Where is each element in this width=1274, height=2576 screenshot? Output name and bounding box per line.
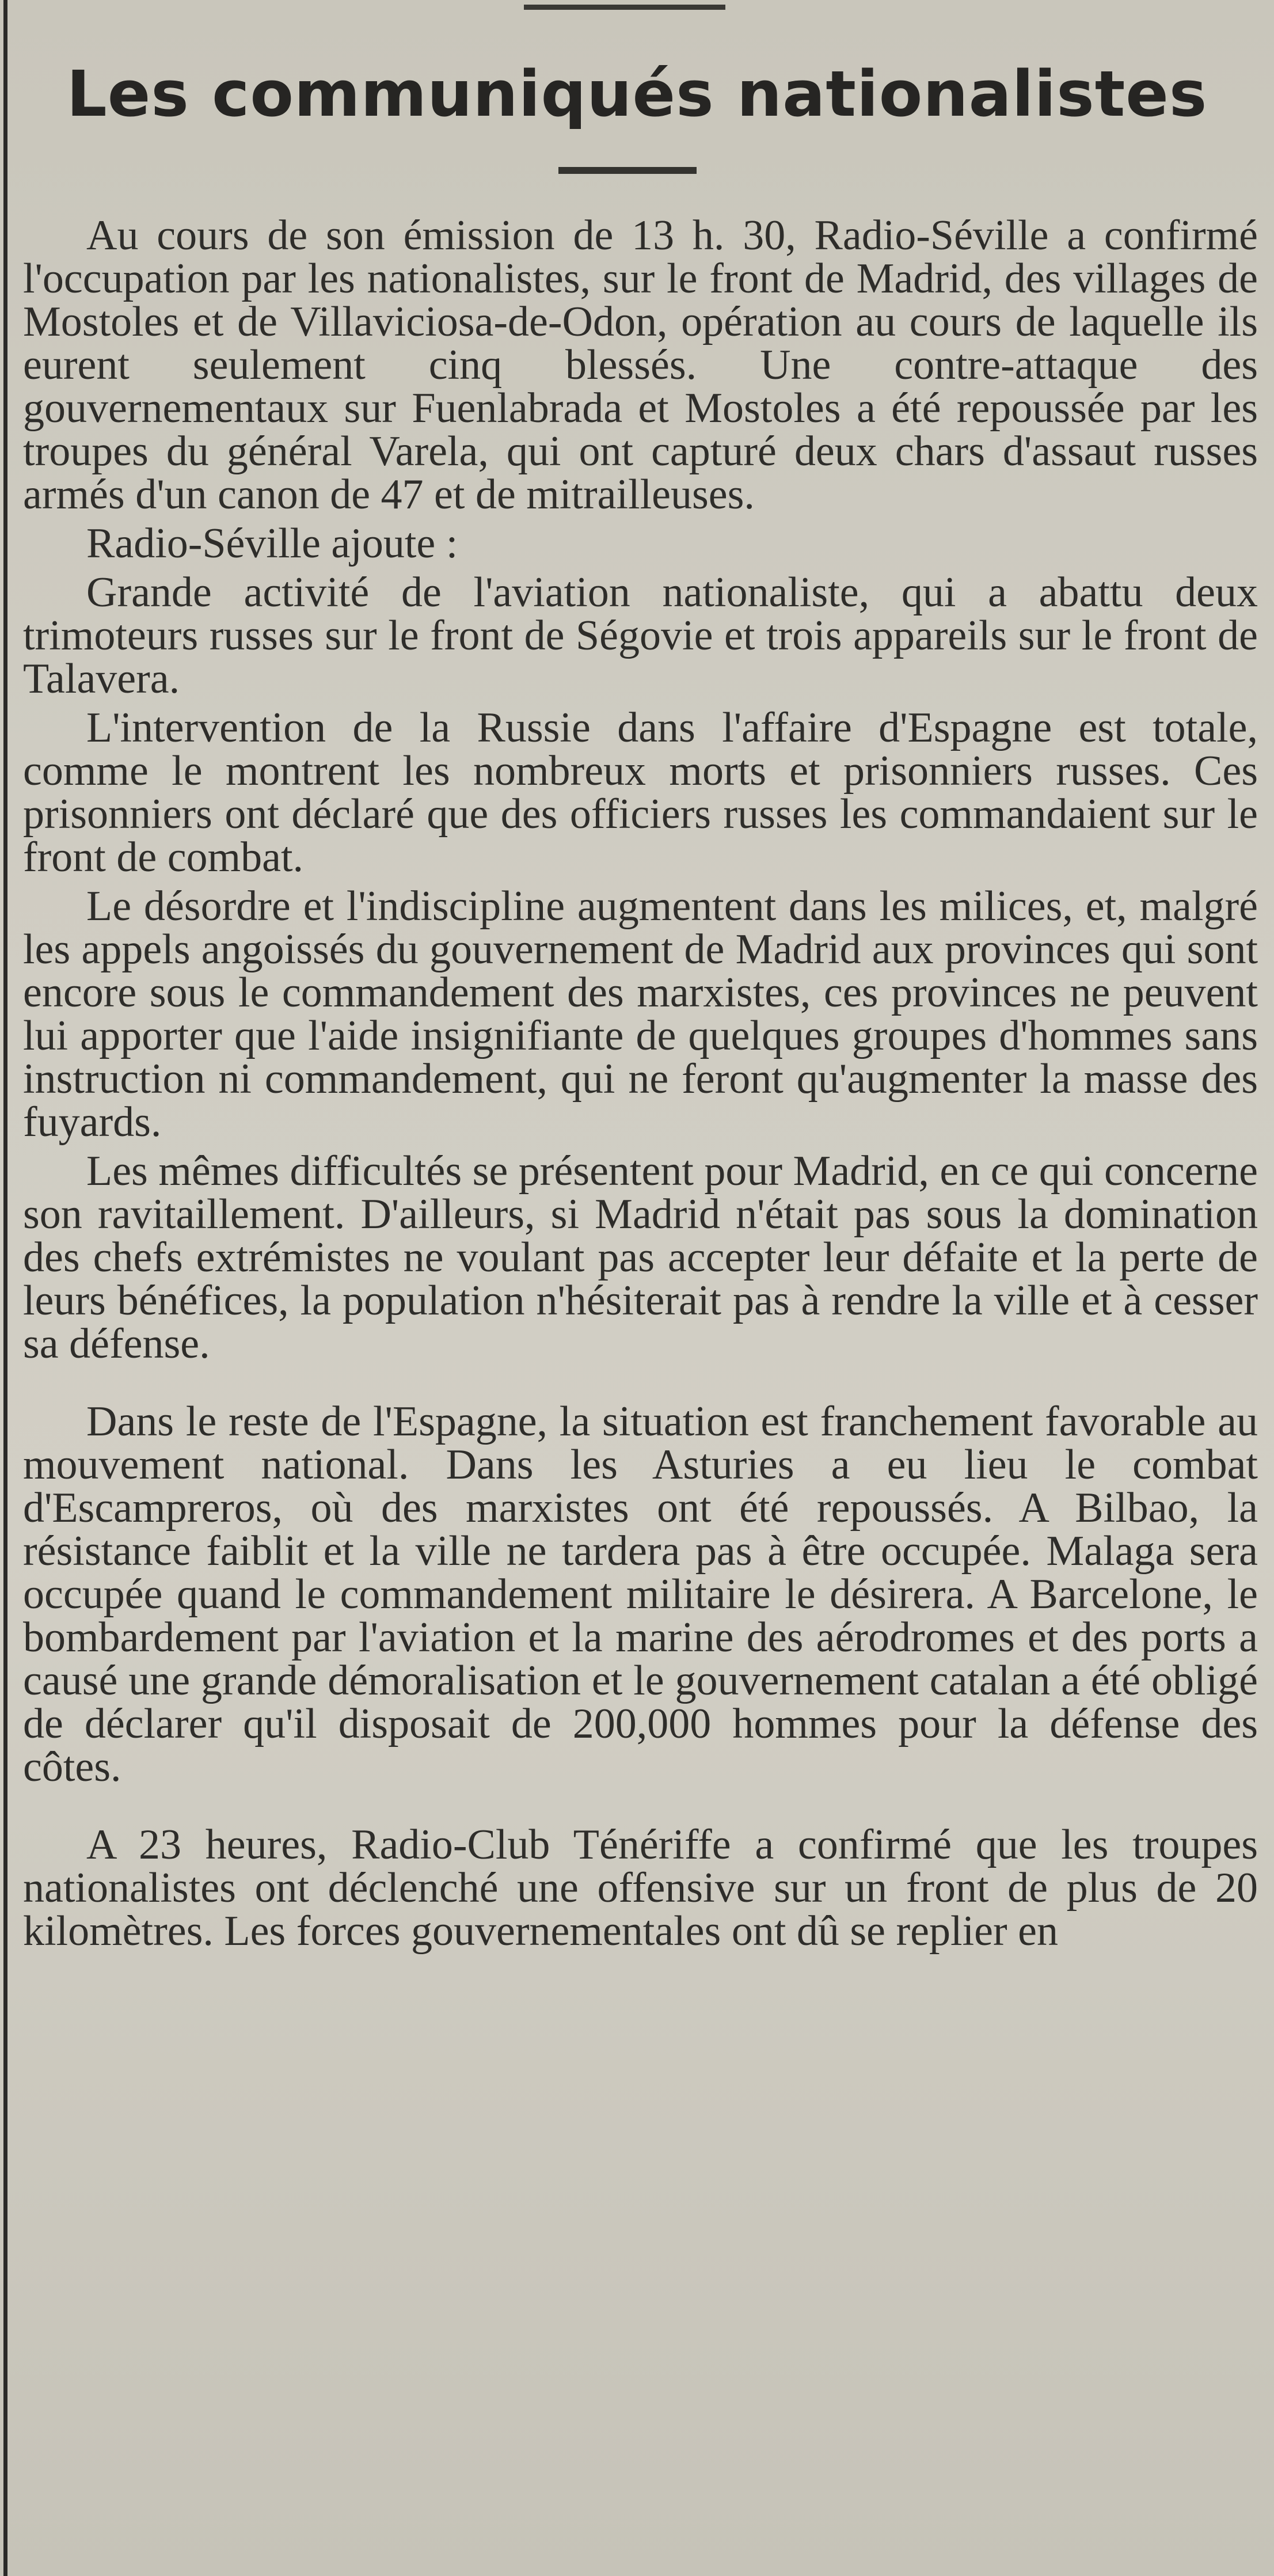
paragraph-4: L'intervention de la Russie dans l'affaire d'Espagne est totale, comme le montrent les nombreux morts et prisonniers russes. Ces prisonniers ont déclaré que des officiers russes les commandaient sur le front de combat. — [23, 704, 1258, 881]
paragraph-8: A 23 heures, Radio-Club Ténériffe a confirmé que les troupes nationalistes ont déclenché une offensive sur un front de plus de 20 kilomètres. Les forces gouvernementales ont dû se replier en — [23, 1821, 1258, 1955]
headline-underline-rule — [558, 167, 697, 174]
paragraph-6: Les mêmes difficultés se présentent pour Madrid, en ce qui concerne son ravitaillement. D'ailleurs, si Madrid n'était pas sous la domination des chefs extrémistes ne voulant pas accepter leur défaite et la perte de leurs bénéfices, la population n'hésiterait pas à rendre la ville et à cesser sa défense. — [23, 1148, 1258, 1367]
column-rule — [3, 0, 7, 2576]
paragraph-7: Dans le reste de l'Espagne, la situation est franchement favorable au mouvement national. Dans les Asturies a eu lieu le combat d'Escampreros, où des marxistes ont été repoussés. A Bilbao, la résistance faiblit et la ville ne tardera pas à être occupée. Malaga sera occupée quand le commandement militaire le désirera. A Barcelone, le bombardement par l'aviation et la marine des aérodromes et des ports a causé une grande démoralisation et le gouvernement catalan a été obligé de déclarer qu'il disposait de 200,000 hommes pour la défense des côtes. — [23, 1398, 1258, 1791]
paragraph-1: Au cours de son émission de 13 h. 30, Radio-Séville a confirmé l'occupation par les nationalistes, sur le front de Madrid, des villages de Mostoles et de Villaviciosa-de-Odon, opération au cours de laquelle ils eurent seulement cinq blessés. Une contre-attaque des gouvernementaux sur Fuenlabrada et Mostoles a été repoussée par les troupes du général Varela, qui ont capturé deux chars d'assaut russes armés d'un canon de 47 et de mitrailleuses. — [23, 212, 1258, 518]
article-body — [23, 214, 1258, 1953]
paragraph-3: Grande activité de l'aviation nationaliste, qui a abattu deux trimoteurs russes sur le front de Ségovie et trois appareils sur le front de Talavera. — [23, 569, 1258, 702]
paragraph-2: Radio-Séville ajoute : — [86, 520, 458, 567]
top-ornament-rule — [524, 5, 725, 10]
paragraph-5: Le désordre et l'indiscipline augmentent dans les milices, et, malgré les appels angoissés du gouvernement de Madrid aux provinces qui sont encore sous le commandement des marxistes, ces provinces ne peuvent lui apporter que l'aide insignifiante de quelques groupes d'hommes sans instruction ni commandement, qui ne feront qu'augmenter la masse des fuyards. — [23, 883, 1258, 1146]
headline: Les communiqués nationalistes — [66, 57, 1208, 131]
